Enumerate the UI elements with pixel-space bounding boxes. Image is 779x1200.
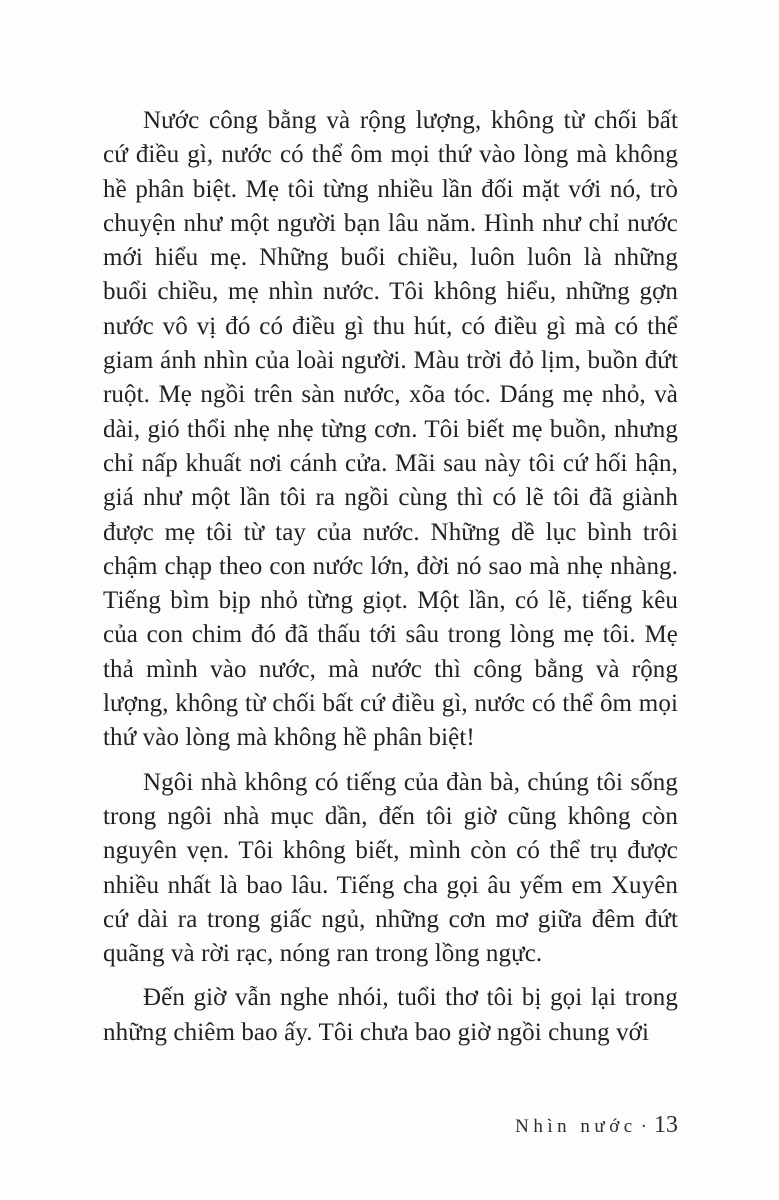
body-paragraph-3: Đến giờ vẫn nghe nhói, tuổi thơ tôi bị gọi lại trong những chiêm bao ấy. Tôi chưa bao giờ ngồi chung với [103,984,678,1046]
running-title: Nhìn nước [515,1116,637,1137]
footer-separator-dot: · [640,1116,647,1137]
body-paragraph-1: Nước công bằng và rộng lượng, không từ chối bất cứ điều gì, nước có thể ôm mọi thứ vào lòng mà không hề phân biệt. Mẹ tôi từng nhiều lần đối mặt với nó, trò chuyện như một người bạn lâu năm. Hình như chỉ nước mới hiểu mẹ. Những buổi chiều, luôn luôn là những buổi chiều, mẹ nhìn nước. Tôi không hiểu, những gợn nước vô vị đó có điều gì thu hút, có điều gì mà có thể giam ánh nhìn của loài người. Màu trời đỏ lịm, buồn đứt ruột. Mẹ ngồi trên sàn nước, xõa tóc. Dáng mẹ nhỏ, và dài, gió thổi nhẹ nhẹ từng cơn. Tôi biết mẹ buồn, nhưng chỉ nấp khuất nơi cánh cửa. Mãi sau này tôi cứ hối hận, giá như một lần tôi ra ngồi cùng thì có lẽ tôi đã giành được mẹ tôi từ tay của nước. Những dề lục bình trôi chậm chạp theo con nước lớn, đời nó sao mà nhẹ nhàng. Tiếng bìm bịp nhỏ từng giọt. Một lần, có lẽ, tiếng kêu của con chim đó đã thấu tới sâu trong lòng mẹ tôi. Mẹ thả mình vào nước, mà nước thì công bằng và rộng lượng, không từ chối bất cứ điều gì, nước có thể ôm mọi thứ vào lòng mà không hề phân biệt! [103,107,678,752]
body-text-block [103,104,678,1050]
body-paragraph-2: Ngôi nhà không có tiếng của đàn bà, chúng tôi sống trong ngôi nhà mục dần, đến tôi giờ cũng không còn nguyên vẹn. Tôi không biết, mình còn có thể trụ được nhiều nhất là bao lâu. Tiếng cha gọi âu yếm em Xuyên cứ dài ra trong giấc ngủ, những cơn mơ giữa đêm đứt quãng và rời rạc, nóng ran trong lồng ngực. [103,768,678,968]
page-footer [103,1112,678,1139]
page-number: 13 [654,1112,678,1138]
